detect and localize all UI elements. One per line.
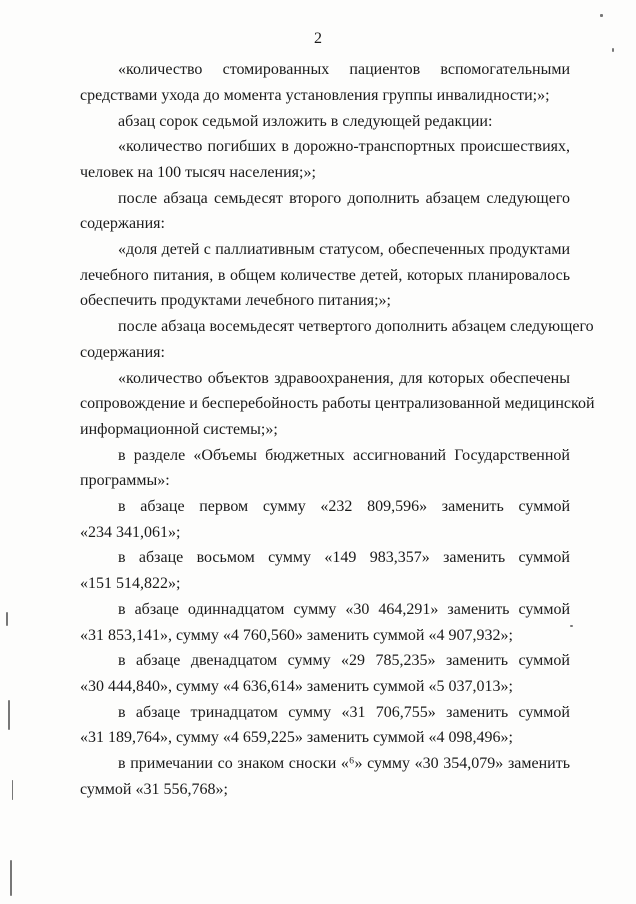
paragraph-line: «количество стомированных пациентов вспомогательными	[118, 61, 570, 78]
paragraph-line: человек на 100 тысяч населения;»;	[80, 164, 316, 181]
scan-artifact	[600, 14, 603, 17]
page-number: 2	[314, 30, 322, 47]
paragraph-line: суммой «31 556,768»;	[80, 781, 228, 798]
paragraph-line: содержания:	[80, 215, 165, 232]
paragraph-line: «151 514,822»;	[80, 575, 181, 592]
scan-artifact	[12, 780, 13, 800]
paragraph-line: сопровождение и бесперебойность работы централизованной медицинской	[80, 395, 595, 412]
paragraph-line: в абзаце тринадцатом сумму «31 706,755» заменить суммой	[118, 704, 570, 721]
scan-artifact	[612, 48, 614, 52]
paragraph-line: в абзаце восьмом сумму «149 983,357» заменить суммой	[118, 549, 570, 566]
paragraph-line: «количество объектов здравоохранения, для которых обеспечены	[118, 370, 570, 387]
paragraph-line: информационной системы;»;	[80, 421, 278, 438]
paragraph-line: «количество погибших в дорожно-транспортных происшествиях,	[118, 138, 570, 155]
paragraph-line: абзац сорок седьмой изложить в следующей редакции:	[118, 113, 493, 130]
paragraph-line: «30 444,840», сумму «4 636,614» заменить суммой «5 037,013»;	[80, 678, 513, 695]
paragraph-line: в примечании со знаком сноски «⁶» сумму «30 354,079» заменить	[118, 755, 570, 772]
paragraph-line: в абзаце первом сумму «232 809,596» заменить суммой	[118, 498, 570, 515]
paragraph-line: программы»:	[80, 472, 170, 489]
paragraph-line: средствами ухода до момента установления группы инвалидности;»;	[80, 87, 550, 104]
paragraph-line: в разделе «Объемы бюджетных ассигнований Государственной	[118, 447, 570, 464]
scan-artifact	[6, 612, 8, 626]
paragraph-line: лечебного питания, в общем количестве детей, которых планировалось	[80, 267, 570, 284]
paragraph-line: в абзаце одиннадцатом сумму «30 464,291» заменить суммой	[118, 601, 570, 618]
scan-artifact	[570, 625, 573, 627]
paragraph-line: «31 189,764», сумму «4 659,225» заменить суммой «4 098,496»;	[80, 729, 513, 746]
paragraph-line: обеспечить продуктами лечебного питания;»;	[80, 292, 391, 309]
paragraph-line: в абзаце двенадцатом сумму «29 785,235» заменить суммой	[118, 652, 570, 669]
paragraph-line: «234 341,061»;	[80, 524, 181, 541]
scan-artifact	[8, 700, 10, 730]
paragraph-line: после абзаца восемьдесят четвертого дополнить абзацем следующего	[118, 318, 594, 335]
paragraph-line: после абзаца семьдесят второго дополнить абзацем следующего	[118, 190, 570, 207]
scan-artifact	[10, 860, 12, 896]
paragraph-line: «31 853,141», сумму «4 760,560» заменить суммой «4 907,932»;	[80, 627, 513, 644]
paragraph-line: содержания:	[80, 344, 165, 361]
paragraph-line: «доля детей с паллиативным статусом, обеспеченных продуктами	[118, 241, 570, 258]
